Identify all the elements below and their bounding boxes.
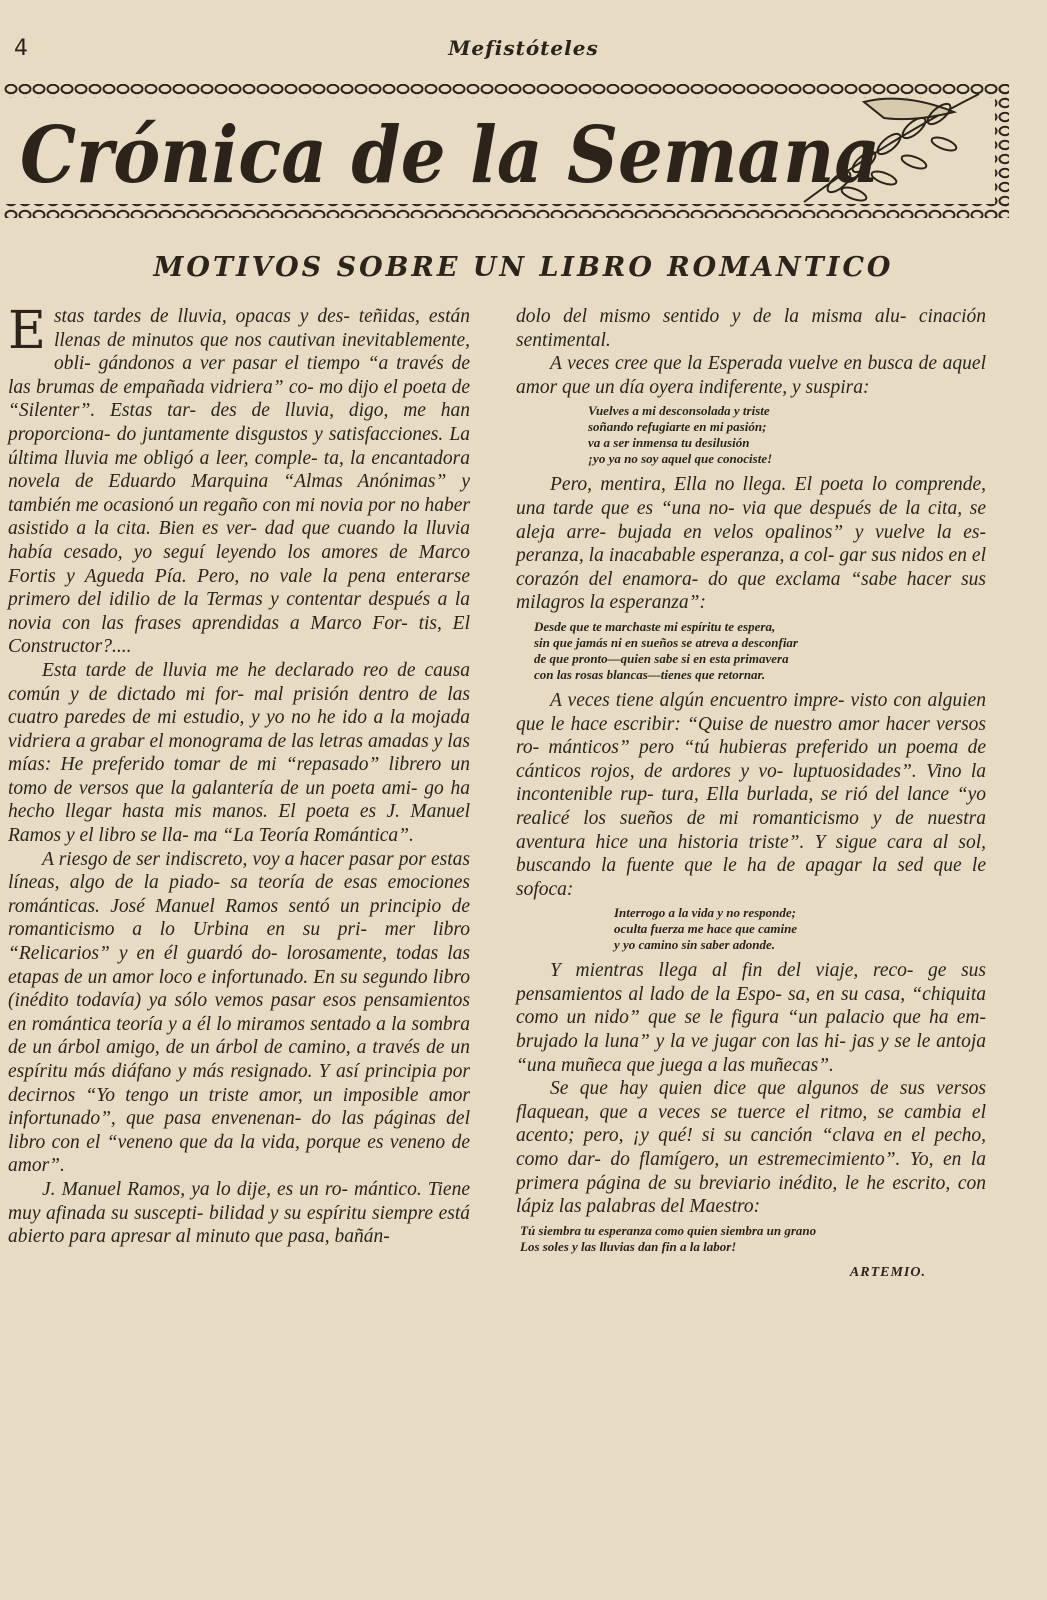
verse-line: Los soles y las lluvias dan fin a la labor! [520,1238,737,1254]
verse-line: Vuelves a mi desconsolada y triste [588,403,770,419]
section-banner [4,82,1009,220]
left-column [8,301,470,1249]
drop-cap: E [8,301,46,361]
paragraph: A veces cree que la Esperada vuelve en busca de aquel amor que un día oyera indiferente, y suspira: [516,353,986,398]
verse-quote [516,619,986,683]
banner-bottom-border [4,204,1009,218]
verse-line: y yo camino sin saber adonde. [614,937,776,953]
magazine-name: Mefistóteles [448,36,599,60]
paragraph: A veces tiene algún encuentro impre- visto con alguien que le hace escribir: “Quise de nuestro amor hacer versos ro- mánticos” pero “tú hubieras preferido un poema de cánticos rojos, de ardores y vo- luptuosidades”. Vino la incontenible rup- tura, Ella burlada, se rió del lance “yo realicé los sueños de mi romanticismo y de nuestra aventura hice una historia triste”. Y sigue cara al sol, buscando la fuente que le ha de apagar la sed que le sofoca: [516,689,986,900]
verse-line: soñando refugiarte en mi pasión; [588,419,767,435]
paragraph-text: stas tardes de lluvia, opacas y des- teñidas, están llenas de minutos que nos cautivan inevitablemente, obli- gándonos a ver pasar el tiempo “a través de las brumas de empañada vidriera” co- mo dijo el poeta de “Silenter”. Estas tar- des de lluvia, digo, me han proporciona- do juntamente disgustos y satisfacciones. La última lluvia me obligó a leer, comple- ta, la encantadora novela de Eduardo Marquina “Almas Anónimas” y también me ocasionó un regaño con mi novia por no haber asistido a la cita. Bien es ver- dad que cuando la lluvia había cesado, yo seguí leyendo los amores de Marco Fortis y Agueda Pía. Pero, no vale la pena enterarse primero del idilio de la Termas y contentar después a la novia con las frases aprendidas a Marco For- tis, El Constructor?.... [8,306,470,658]
verse-line: Desde que te marchaste mi espíritu te espera, [534,618,776,634]
paragraph: Se que hay quien dice que algunos de sus versos flaquean, que a veces se tuerce el ritmo, se cambia el acento; pero, ¡y qué! si su canción “clava en el pecho, como dar- do flamígero, un estremecimiento”. Yo, en la primera página de su breviario inédito, le he escrito, con lápiz las palabras del Maestro: [516,1078,986,1218]
paragraph: Y mientras llega al fin del viaje, reco- ge sus pensamientos al lado de la Espo- sa, en su casa, “chiquita como un nido” que se le figura “un palacio que ha em- brujado la luna” y la ve jugar con las hi- jas y se le antoja “una muñeca que juega a las muñecas”. [516,960,986,1076]
verse-quote [516,403,986,467]
verse-line: ¡yo ya no soy aquel que conociste! [588,451,773,467]
verse-line: con las rosas blancas—tienes que retornar. [534,666,766,682]
paragraph: dolo del mismo sentido y de la misma alu- cinación sentimental. [516,306,986,351]
paragraph: J. Manuel Ramos, ya lo dije, es un ro- mántico. Tiene muy afinada su suscepti- bilidad y su espíritu siempre está abierto para apresar al minuto que pasa, bañán- [8,1178,470,1248]
author-signature: ARTEMIO. [849,1264,926,1280]
article-headline: MOTIVOS SOBRE UN LIBRO ROMANTICO [153,252,894,283]
paragraph: A riesgo de ser indiscreto, voy a hacer pasar por estas líneas, algo de la piado- sa teoría de esas emociones románticas. José Manuel Ramos sentó un principio de romanticismo a lo Urbina en su pri- mer libro “Relicarios” y en él guardó do- lorosamente, todas las etapas de un amor loco e infortunado. En su segundo libro (inédito todavía) ya sólo vemos pasar esos pensamientos en romántica teoría y a él lo miramos sentado a la sombra de un árbol amigo, de un árbol de camino, a través de un espíritu más diáfano y más resignado. Y así principia por decirnos “Yo tengo un triste amor, un imposible amor infortunado”, que pasa envenenan- do las páginas del libro con el “veneno que da la vida, porque es veneno de amor”. [8,848,470,1177]
right-column [516,305,986,1284]
banner-right-border [995,84,1009,218]
paragraph [8,301,470,659]
verse-line: Interrogo a la vida y no responde; [614,905,796,921]
page-number: 4 [14,36,28,61]
verse-quote [516,905,986,953]
banner-top-border [4,84,1009,98]
verse-line: sin que jamás ni en sueños se atreva a desconfiar [534,634,798,650]
verse-quote [516,1223,986,1255]
verse-line: va a ser inmensa tu desilusión [588,435,750,451]
section-title: Crónica de la Semana [20,110,880,201]
verse-line: oculta fuerza me hace que camine [614,921,798,937]
paragraph: Pero, mentira, Ella no llega. El poeta lo comprende, una tarde que es “una no- via que después de la cita, se aleja arre- bujada en velos opalinos” y vuelve la es- peranza, la inacabable esperanza, a col- gar sus nidos en el corazón del enamora- do que exclama “sabe hacer sus milagros la esperanza”: [516,474,986,614]
verse-line: de que pronto—quien sabe si en esta primavera [534,650,789,666]
verse-line: Tú siembra tu esperanza como quien siembra un grano [520,1222,817,1238]
paragraph: Esta tarde de lluvia me he declarado reo de causa común y de dictado mi for- mal prisión dentro de las cuatro paredes de mi estudio, y yo no he ido a la mojada vidriera a grabar el monograma de las letras amadas y las mías: He preferido tomar de mi “repasado” librero un tomo de versos que la galantería de un poeta ami- go ha hecho llegar hasta mis manos. El poeta es J. Manuel Ramos y el libro se lla- ma “La Teoría Romántica”. [8,659,470,847]
